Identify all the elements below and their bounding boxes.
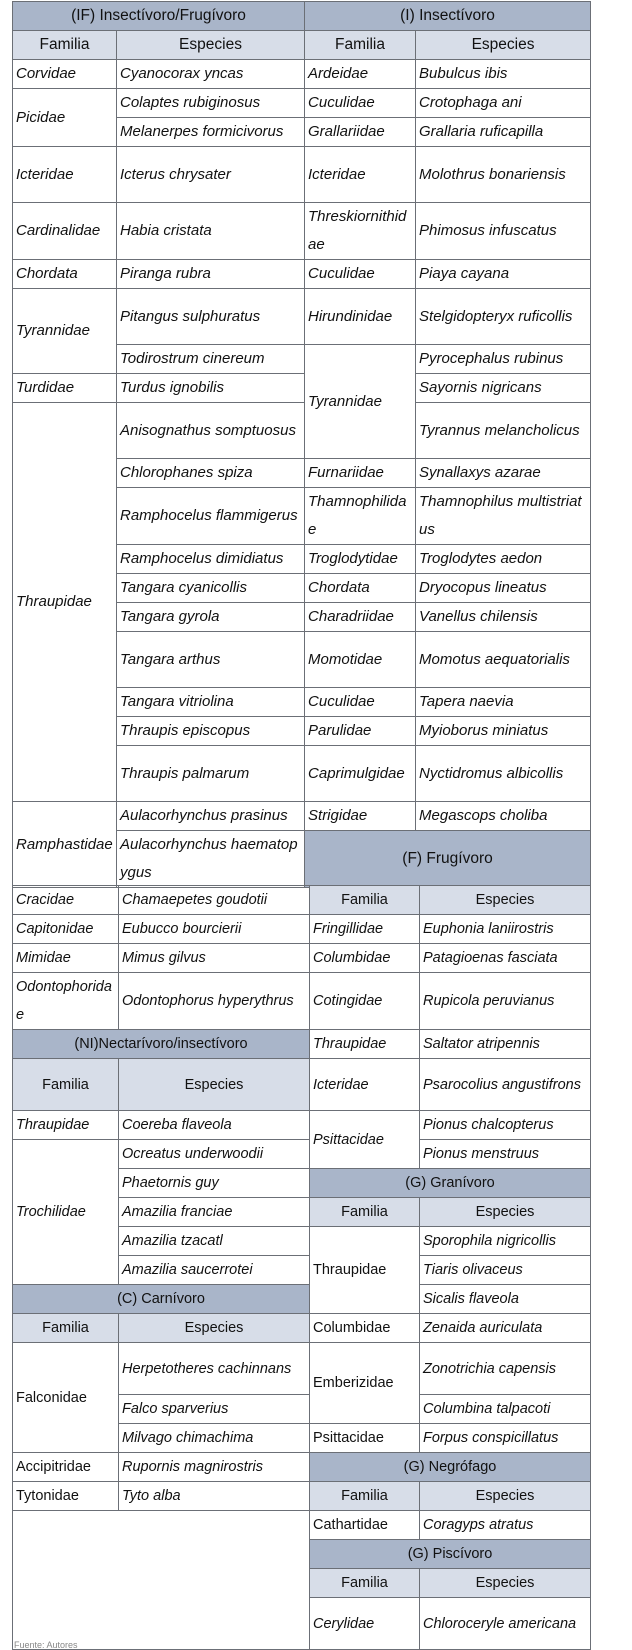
species-cell: Crotophaga ani: [416, 89, 591, 118]
species-cell: Aulacorhynchus haematopygus: [117, 831, 305, 888]
family-cell: Hirundinidae: [305, 289, 416, 345]
family-cell: Tytonidae: [13, 1482, 119, 1511]
species-cell: Pionus menstruus: [420, 1140, 591, 1169]
family-cell: Thraupidae: [13, 403, 117, 802]
header-familia: Familia: [310, 886, 420, 915]
species-cell: Colaptes rubiginosus: [117, 89, 305, 118]
source-note: Fuente: Autores: [14, 1640, 78, 1650]
species-cell: Eubucco bourcierii: [119, 915, 310, 944]
family-cell: Cracidae: [13, 886, 119, 915]
family-cell: Thraupidae: [13, 1111, 119, 1140]
species-cell: Ramphocelus dimidiatus: [117, 545, 305, 574]
species-cell: Pyrocephalus rubinus: [416, 345, 591, 374]
family-cell: Parulidae: [305, 717, 416, 746]
species-cell: Momotus aequatorialis: [416, 632, 591, 688]
species-cell: Falco sparverius: [119, 1395, 310, 1424]
category-nectarivoro-insectivoro: (NI)Nectarívoro/insectívoro: [13, 1030, 310, 1059]
header-familia: Familia: [13, 1059, 119, 1111]
species-cell: Tangara vitriolina: [117, 688, 305, 717]
family-cell: Troglodytidae: [305, 545, 416, 574]
header-especies: Especies: [119, 1059, 310, 1111]
species-cell: Thraupis episcopus: [117, 717, 305, 746]
family-cell: Chordata: [305, 574, 416, 603]
family-cell: Icteridae: [13, 147, 117, 203]
species-cell: Mimus gilvus: [119, 944, 310, 973]
header-especies: Especies: [420, 1569, 591, 1598]
species-cell: Melanerpes formicivorus: [117, 118, 305, 147]
species-cell: Coereba flaveola: [119, 1111, 310, 1140]
species-cell: Synallaxys azarae: [416, 459, 591, 488]
species-cell: Anisognathus somptuosus: [117, 403, 305, 459]
species-cell: Rupornis magnirostris: [119, 1453, 310, 1482]
species-cell: Phimosus infuscatus: [416, 203, 591, 260]
family-cell: Fringillidae: [310, 915, 420, 944]
species-cell: Phaetornis guy: [119, 1169, 310, 1198]
species-cell: Piranga rubra: [117, 260, 305, 289]
species-cell: Chamaepetes goudotii: [119, 886, 310, 915]
category-negrofago: (G) Negrófago: [310, 1453, 591, 1482]
family-cell: Momotidae: [305, 632, 416, 688]
empty-cell: [13, 1511, 310, 1650]
species-cell: Amazilia tzacatl: [119, 1227, 310, 1256]
species-cell: Chlorophanes spiza: [117, 459, 305, 488]
family-cell: Icteridae: [305, 147, 416, 203]
species-cell: Forpus conspicillatus: [420, 1424, 591, 1453]
family-cell: Cardinalidae: [13, 203, 117, 260]
family-cell: Ramphastidae: [13, 802, 117, 888]
family-cell: Ardeidae: [305, 60, 416, 89]
species-cell: Rupicola peruvianus: [420, 973, 591, 1030]
species-cell: Odontophorus hyperythrus: [119, 973, 310, 1030]
family-cell: Grallariidae: [305, 118, 416, 147]
family-cell: Chordata: [13, 260, 117, 289]
family-cell: Falconidae: [13, 1343, 119, 1453]
family-cell: Turdidae: [13, 374, 117, 403]
family-cell: Cuculidae: [305, 688, 416, 717]
species-cell: Myioborus miniatus: [416, 717, 591, 746]
species-cell: Coragyps atratus: [420, 1511, 591, 1540]
family-cell: Picidae: [13, 89, 117, 147]
family-cell: Psittacidae: [310, 1111, 420, 1169]
species-cell: Sporophila nigricollis: [420, 1227, 591, 1256]
header-familia: Familia: [310, 1569, 420, 1598]
family-cell: Capitonidae: [13, 915, 119, 944]
diet-table-top: [12, 1, 591, 888]
family-cell: Icteridae: [310, 1059, 420, 1111]
category-insectivoro-frugivoro: (IF) Insectívoro/Frugívoro: [13, 2, 305, 31]
species-cell: Tangara cyanicollis: [117, 574, 305, 603]
family-cell: Strigidae: [305, 802, 416, 831]
family-cell: Tyrannidae: [13, 289, 117, 374]
species-cell: Troglodytes aedon: [416, 545, 591, 574]
species-cell: Nyctidromus albicollis: [416, 746, 591, 802]
species-cell: Icterus chrysater: [117, 147, 305, 203]
species-cell: Euphonia laniirostris: [420, 915, 591, 944]
family-cell: Trochilidae: [13, 1140, 119, 1285]
category-granivoro: (G) Granívoro: [310, 1169, 591, 1198]
species-cell: Tangara gyrola: [117, 603, 305, 632]
header-familia: Familia: [305, 31, 416, 60]
species-cell: Amazilia franciae: [119, 1198, 310, 1227]
species-cell: Columbina talpacoti: [420, 1395, 591, 1424]
family-cell: Cuculidae: [305, 260, 416, 289]
family-cell: Mimidae: [13, 944, 119, 973]
species-cell: Amazilia saucerrotei: [119, 1256, 310, 1285]
header-especies: Especies: [420, 1482, 591, 1511]
species-cell: Aulacorhynchus prasinus: [117, 802, 305, 831]
species-cell: Saltator atripennis: [420, 1030, 591, 1059]
header-especies: Especies: [117, 31, 305, 60]
header-especies: Especies: [119, 1314, 310, 1343]
family-cell: Psittacidae: [310, 1424, 420, 1453]
family-cell: Furnariidae: [305, 459, 416, 488]
species-cell: Tiaris olivaceus: [420, 1256, 591, 1285]
header-familia: Familia: [310, 1482, 420, 1511]
category-piscivoro: (G) Piscívoro: [310, 1540, 591, 1569]
species-cell: Megascops choliba: [416, 802, 591, 831]
species-cell: Grallaria ruficapilla: [416, 118, 591, 147]
species-cell: Stelgidopteryx ruficollis: [416, 289, 591, 345]
header-familia: Familia: [13, 31, 117, 60]
species-cell: Pionus chalcopterus: [420, 1111, 591, 1140]
family-cell: Cerylidae: [310, 1598, 420, 1650]
family-cell: Thamnophilidae: [305, 488, 416, 545]
family-cell: Charadriidae: [305, 603, 416, 632]
species-cell: Molothrus bonariensis: [416, 147, 591, 203]
species-cell: Sicalis flaveola: [420, 1285, 591, 1314]
species-cell: Todirostrum cinereum: [117, 345, 305, 374]
header-familia: Familia: [310, 1198, 420, 1227]
species-cell: Turdus ignobilis: [117, 374, 305, 403]
species-cell: Cyanocorax yncas: [117, 60, 305, 89]
species-cell: Patagioenas fasciata: [420, 944, 591, 973]
family-cell: Tyrannidae: [305, 345, 416, 459]
family-cell: Odontophoridae: [13, 973, 119, 1030]
species-cell: Pitangus sulphuratus: [117, 289, 305, 345]
family-cell: Columbidae: [310, 1314, 420, 1343]
family-cell: Columbidae: [310, 944, 420, 973]
family-cell: Cotingidae: [310, 973, 420, 1030]
species-cell: Tyrannus melancholicus: [416, 403, 591, 459]
species-cell: Habia cristata: [117, 203, 305, 260]
family-cell: Corvidae: [13, 60, 117, 89]
species-cell: Dryocopus lineatus: [416, 574, 591, 603]
category-carnivoro: (C) Carnívoro: [13, 1285, 310, 1314]
header-especies: Especies: [420, 1198, 591, 1227]
family-cell: Threskiornithidae: [305, 203, 416, 260]
category-insectivoro: (I) Insectívoro: [305, 2, 591, 31]
family-cell: Accipitridae: [13, 1453, 119, 1482]
species-cell: Thamnophilus multistriatus: [416, 488, 591, 545]
header-familia: Familia: [13, 1314, 119, 1343]
species-cell: Vanellus chilensis: [416, 603, 591, 632]
family-cell: Thraupidae: [310, 1030, 420, 1059]
family-cell: Cuculidae: [305, 89, 416, 118]
species-cell: Sayornis nigricans: [416, 374, 591, 403]
species-cell: Tapera naevia: [416, 688, 591, 717]
family-cell: Thraupidae: [310, 1227, 420, 1314]
family-cell: Cathartidae: [310, 1511, 420, 1540]
species-cell: Tangara arthus: [117, 632, 305, 688]
diet-table-bottom: [12, 885, 591, 1650]
category-frugivoro: (F) Frugívoro: [305, 831, 591, 888]
species-cell: Chloroceryle americana: [420, 1598, 591, 1650]
species-cell: Zenaida auriculata: [420, 1314, 591, 1343]
family-cell: Emberizidae: [310, 1343, 420, 1424]
species-cell: Herpetotheres cachinnans: [119, 1343, 310, 1395]
species-cell: Milvago chimachima: [119, 1424, 310, 1453]
species-cell: Piaya cayana: [416, 260, 591, 289]
header-especies: Especies: [416, 31, 591, 60]
species-cell: Ramphocelus flammigerus: [117, 488, 305, 545]
species-cell: Tyto alba: [119, 1482, 310, 1511]
header-especies: Especies: [420, 886, 591, 915]
species-cell: Thraupis palmarum: [117, 746, 305, 802]
species-cell: Ocreatus underwoodii: [119, 1140, 310, 1169]
species-cell: Zonotrichia capensis: [420, 1343, 591, 1395]
species-cell: Bubulcus ibis: [416, 60, 591, 89]
family-cell: Caprimulgidae: [305, 746, 416, 802]
species-cell: Psarocolius angustifrons: [420, 1059, 591, 1111]
